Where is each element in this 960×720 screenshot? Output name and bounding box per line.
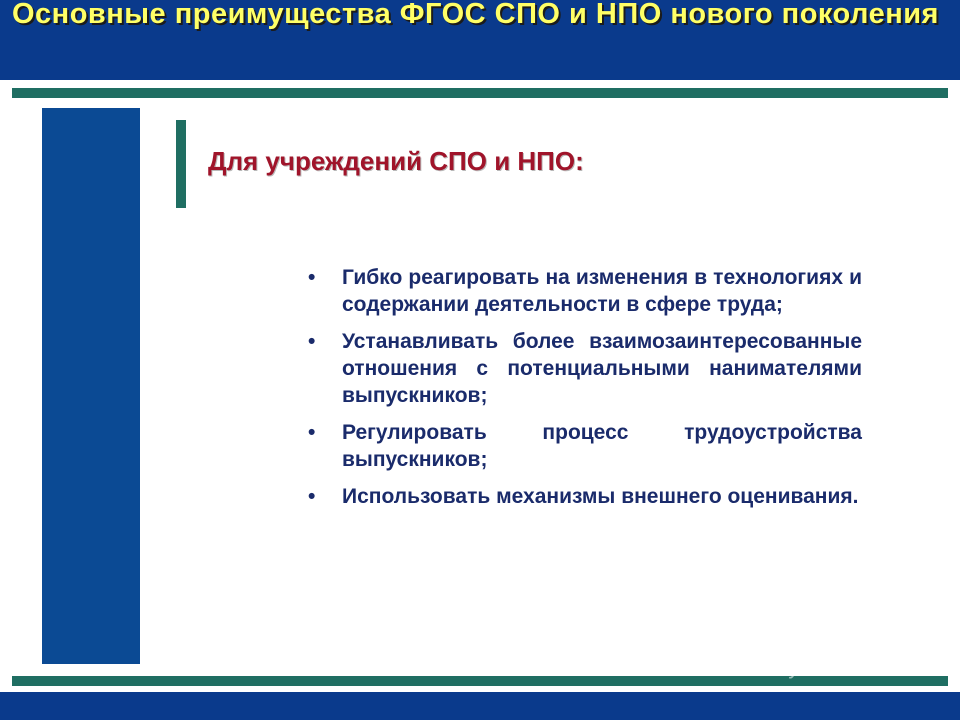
- bullet-icon: •: [308, 485, 316, 508]
- bullet-icon: •: [308, 330, 316, 353]
- bullet-text: Регулировать процесс трудоустройства выпускников;: [342, 421, 862, 471]
- subtitle-accent-bar: [176, 120, 186, 208]
- slide-subtitle: Для учреждений СПО и НПО:: [208, 146, 584, 176]
- bullet-icon: •: [308, 421, 316, 444]
- bullet-text: Гибко реагировать на изменения в технологиях и содержании деятельности в сфере труда;: [342, 266, 862, 316]
- top-divider: [12, 88, 948, 98]
- bullet-item: [304, 483, 862, 510]
- bullet-icon: •: [308, 266, 316, 289]
- side-panel: [42, 108, 140, 664]
- bullet-item: [304, 264, 862, 318]
- bullet-text: Использовать механизмы внешнего оценивания.: [342, 485, 859, 508]
- title-band: [0, 0, 960, 80]
- bullet-text: Устанавливать более взаимозаинтересованные отношения с потенциальными нанимателями выпускников;: [342, 330, 862, 407]
- bullet-item: [304, 419, 862, 473]
- slide-title: Основные преимущества ФГОС СПО и НПО нового поколения: [12, 0, 939, 30]
- bottom-band: [0, 692, 960, 720]
- bullet-item: [304, 328, 862, 409]
- bullet-list: [304, 264, 862, 520]
- watermark: MyShared: [770, 654, 871, 679]
